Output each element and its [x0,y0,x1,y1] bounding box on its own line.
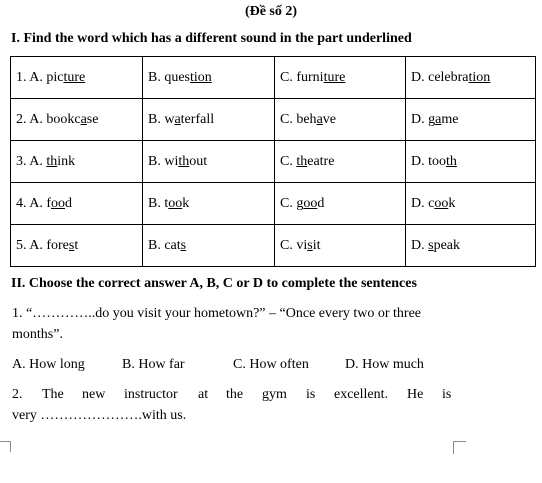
word-cell [275,183,406,225]
word-prefix: D. [411,237,429,253]
underlined-sound: th [296,153,308,169]
underlined-sound: th [178,153,190,169]
word-cell [275,99,406,141]
word-prefix: D. c [411,195,435,211]
word-cell [143,141,275,183]
word-cell [406,99,536,141]
word-cell [143,99,275,141]
word-suffix: peak [433,237,461,253]
underlined-sound: ture [63,69,86,85]
page-corner-mark-left [0,441,11,452]
word-prefix: D. celebra [411,69,469,85]
word-prefix: B. ques [148,69,190,85]
word-suffix: eatre [307,153,335,169]
word-cell [275,57,406,99]
underlined-sound: tion [190,69,212,85]
q2-word: the [226,387,244,402]
q2-word: instructor [124,387,178,402]
word-suffix: d [317,195,325,211]
word-cell [406,183,536,225]
word-cell [406,225,536,267]
word-cell [143,183,275,225]
section-1-heading: I. Find the word which has a different sound in the part underlined [11,31,412,46]
word-suffix: k [182,195,190,211]
exercise-row [11,99,536,141]
page-corner-mark-right [453,441,466,454]
question-1-text-cont: months”. [12,327,63,342]
word-prefix: B. wi [148,153,179,169]
exercise-row [11,183,536,225]
underlined-sound: oo [51,195,65,211]
underlined-sound: oo [303,195,318,211]
q2-word: new [82,387,106,402]
underlined-sound: s [307,237,313,253]
word-cell [11,141,143,183]
word-cell [11,183,143,225]
underlined-sound: a [174,111,181,127]
word-cell [11,225,143,267]
word-prefix: C. [280,153,297,169]
exercise-row [11,57,536,99]
q2-word: at [198,387,209,402]
exercise-row [11,225,536,267]
word-prefix: C. furni [280,69,324,85]
q2-word: He [407,387,424,402]
question-2-text-cont: very ………………….with us. [12,408,187,423]
word-cell [143,225,275,267]
option-c: C. How often [233,357,309,372]
word-prefix: B. w [148,111,175,127]
word-prefix: 3. A. [16,153,47,169]
word-suffix: terfall [180,111,215,127]
word-prefix: 5. A. fore [16,237,69,253]
word-prefix: 2. A. bookc [16,111,81,127]
word-prefix: B. cat [148,237,181,253]
word-prefix: B. t [148,195,169,211]
word-cell [406,141,536,183]
q2-word: gym [262,387,287,402]
word-suffix: d [65,195,72,211]
q2-word: 2. [12,387,23,402]
option-b: B. How far [122,357,185,372]
word-prefix: C. g [280,195,304,211]
underlined-sound: s [428,237,434,253]
word-prefix: D. too [411,153,446,169]
underlined-sound: s [68,237,75,253]
word-cell [143,57,275,99]
pronunciation-table [10,56,536,267]
word-prefix: C. beh [280,111,317,127]
word-suffix: k [448,195,456,211]
word-prefix: 1. A. pic [16,69,64,85]
underlined-sound: oo [168,195,183,211]
word-cell [11,99,143,141]
q2-word: is [306,387,316,402]
word-cell [275,141,406,183]
question-1-text: 1. “…………..do you visit your hometown?” – “Once every two or three [12,306,422,321]
option-a: A. How long [12,357,85,372]
word-suffix: t [74,237,79,253]
exam-title: (Đề số 2) [244,4,298,19]
exercise-row [11,141,536,183]
word-cell [11,57,143,99]
word-prefix: 4. A. f [16,195,51,211]
underlined-sound: a [80,111,87,127]
underlined-sound: oo [434,195,449,211]
q2-word: The [42,387,64,402]
section-2-heading: II. Choose the correct answer A, B, C or D to complete the sentences [11,276,417,291]
underlined-sound: a [316,111,323,127]
word-suffix: ve [322,111,336,127]
word-suffix: me [441,111,459,127]
word-prefix: C. vi [280,237,308,253]
word-suffix: out [189,153,208,169]
underlined-sound: ture [323,69,346,85]
word-prefix: D. g [411,111,436,127]
word-suffix: se [86,111,99,127]
word-suffix: ink [57,153,76,169]
word-suffix: it [312,237,321,253]
underlined-sound: th [46,153,58,169]
word-cell [275,225,406,267]
q2-word: is [442,387,452,402]
q2-word: excellent. [334,387,389,402]
underlined-sound: s [180,237,187,253]
underlined-sound: tion [468,69,491,85]
underlined-sound: th [446,153,457,169]
option-d: D. How much [345,357,424,372]
word-cell [406,57,536,99]
underlined-sound: a [435,111,442,127]
